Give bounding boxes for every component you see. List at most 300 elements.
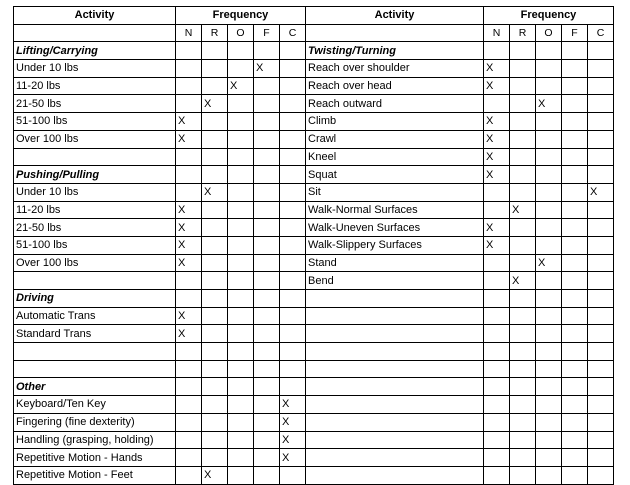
- right-activity-label: Walk-Normal Surfaces: [306, 201, 484, 219]
- right-mark-o: [536, 166, 562, 184]
- right-blank-cell: [536, 42, 562, 60]
- left-mark-f: [254, 413, 280, 431]
- right-blank-cell: [484, 466, 510, 484]
- right-activity-label: Sit: [306, 183, 484, 201]
- left-mark-o: [228, 60, 254, 78]
- left-mark-n: [176, 183, 202, 201]
- right-blank-cell: [588, 431, 614, 449]
- right-mark-f: [562, 201, 588, 219]
- right-mark-n: X: [484, 148, 510, 166]
- left-activity-header: Activity: [14, 7, 176, 25]
- right-blank-cell: [484, 396, 510, 414]
- right-blank-cell: [536, 413, 562, 431]
- left-mark-n: X: [176, 254, 202, 272]
- left-blank-cell: [228, 272, 254, 290]
- left-blank-cell: [254, 378, 280, 396]
- table-row: [14, 290, 614, 308]
- right-mark-f: [562, 113, 588, 131]
- left-activity-label: Fingering (fine dexterity): [14, 413, 176, 431]
- right-blank-cell: [306, 431, 484, 449]
- left-mark-r: [202, 77, 228, 95]
- table-row: [14, 113, 614, 131]
- right-blank-cell: [536, 378, 562, 396]
- left-mark-c: [280, 183, 306, 201]
- table-row: [14, 360, 614, 378]
- right-blank-cell: [510, 413, 536, 431]
- left-blank-cell: [280, 378, 306, 396]
- right-mark-r: [510, 254, 536, 272]
- left-mark-f: X: [254, 60, 280, 78]
- right-mark-f: [562, 95, 588, 113]
- right-blank-cell: [588, 378, 614, 396]
- right-mark-c: [588, 201, 614, 219]
- left-activity-label: 11-20 lbs: [14, 201, 176, 219]
- left-blank-cell: [14, 360, 176, 378]
- right-mark-f: [562, 77, 588, 95]
- left-mark-c: [280, 325, 306, 343]
- left-blank-cell: [228, 343, 254, 361]
- right-activity-label: Crawl: [306, 130, 484, 148]
- table-row: [14, 95, 614, 113]
- right-activity-label: Reach over head: [306, 77, 484, 95]
- left-blank-cell: [254, 272, 280, 290]
- right-blank-cell: [562, 42, 588, 60]
- left-mark-o: [228, 466, 254, 484]
- right-mark-r: X: [510, 272, 536, 290]
- table-row: [14, 201, 614, 219]
- left-mark-c: [280, 60, 306, 78]
- left-mark-f: [254, 113, 280, 131]
- left-mark-r: [202, 113, 228, 131]
- right-activity-header: Activity: [306, 7, 484, 25]
- right-blank-cell: [536, 466, 562, 484]
- right-blank-cell: [536, 360, 562, 378]
- right-mark-c: [588, 236, 614, 254]
- left-blank-cell: [202, 42, 228, 60]
- left-mark-o: [228, 183, 254, 201]
- left-mark-r: [202, 449, 228, 467]
- left-blank-cell: [228, 290, 254, 308]
- left-mark-f: [254, 130, 280, 148]
- right-mark-n: X: [484, 113, 510, 131]
- left-mark-o: [228, 95, 254, 113]
- left-frequency-header: Frequency: [176, 7, 306, 25]
- left-mark-f: [254, 396, 280, 414]
- right-mark-c: [588, 60, 614, 78]
- right-activity-label: Bend: [306, 272, 484, 290]
- left-blank-cell: [14, 272, 176, 290]
- left-blank-cell: [280, 290, 306, 308]
- left-blank-cell: [228, 148, 254, 166]
- left-mark-o: [228, 413, 254, 431]
- right-mark-o: X: [536, 254, 562, 272]
- left-activity-subheader-blank: [14, 24, 176, 42]
- right-mark-f: [562, 183, 588, 201]
- right-mark-c: [588, 254, 614, 272]
- right-blank-cell: [588, 343, 614, 361]
- right-activity-label: Reach over shoulder: [306, 60, 484, 78]
- left-blank-cell: [202, 166, 228, 184]
- left-mark-o: [228, 449, 254, 467]
- left-blank-cell: [254, 42, 280, 60]
- right-mark-o: [536, 183, 562, 201]
- left-mark-n: [176, 431, 202, 449]
- left-blank-cell: [228, 360, 254, 378]
- left-mark-o: [228, 325, 254, 343]
- right-mark-n: [484, 201, 510, 219]
- right-blank-cell: [536, 307, 562, 325]
- left-mark-n: X: [176, 236, 202, 254]
- left-mark-c: [280, 95, 306, 113]
- left-mark-o: X: [228, 77, 254, 95]
- right-blank-cell: [306, 396, 484, 414]
- left-mark-n: [176, 95, 202, 113]
- right-blank-cell: [484, 431, 510, 449]
- right-blank-cell: [306, 449, 484, 467]
- right-mark-r: [510, 77, 536, 95]
- right-mark-o: [536, 272, 562, 290]
- left-mark-f: [254, 95, 280, 113]
- right-blank-cell: [562, 325, 588, 343]
- left-mark-c: [280, 254, 306, 272]
- table-row: [14, 307, 614, 325]
- left-mark-o: [228, 431, 254, 449]
- right-frequency-header: Frequency: [484, 7, 614, 25]
- left-code-c: C: [280, 24, 306, 42]
- left-activity-label: Over 100 lbs: [14, 130, 176, 148]
- left-activity-label: Repetitive Motion - Hands: [14, 449, 176, 467]
- right-mark-o: [536, 77, 562, 95]
- left-blank-cell: [228, 42, 254, 60]
- table-row: [14, 431, 614, 449]
- left-blank-cell: [254, 360, 280, 378]
- right-mark-n: [484, 254, 510, 272]
- left-blank-cell: [202, 343, 228, 361]
- left-blank-cell: [176, 42, 202, 60]
- right-blank-cell: [588, 290, 614, 308]
- right-blank-cell: [588, 307, 614, 325]
- left-mark-o: [228, 254, 254, 272]
- left-mark-n: X: [176, 201, 202, 219]
- right-blank-cell: [510, 396, 536, 414]
- right-mark-f: [562, 166, 588, 184]
- left-activity-label: Repetitive Motion - Feet: [14, 466, 176, 484]
- table-row: [14, 219, 614, 237]
- right-blank-cell: [562, 449, 588, 467]
- left-section-heading: Other: [14, 378, 176, 396]
- right-blank-cell: [484, 290, 510, 308]
- right-blank-cell: [562, 290, 588, 308]
- right-mark-o: [536, 148, 562, 166]
- left-section-heading: Lifting/Carrying: [14, 42, 176, 60]
- table-row: [14, 166, 614, 184]
- right-mark-r: [510, 113, 536, 131]
- right-blank-cell: [484, 343, 510, 361]
- left-code-r: R: [202, 24, 228, 42]
- right-section-heading: Twisting/Turning: [306, 42, 484, 60]
- left-mark-f: [254, 219, 280, 237]
- left-mark-r: [202, 201, 228, 219]
- right-mark-f: [562, 236, 588, 254]
- right-mark-c: [588, 130, 614, 148]
- right-blank-cell: [588, 42, 614, 60]
- left-blank-cell: [14, 343, 176, 361]
- right-mark-c: [588, 272, 614, 290]
- right-blank-cell: [306, 290, 484, 308]
- left-activity-label: Handling (grasping, holding): [14, 431, 176, 449]
- right-blank-cell: [510, 325, 536, 343]
- left-mark-f: [254, 466, 280, 484]
- left-activity-label: Standard Trans: [14, 325, 176, 343]
- right-activity-label: Squat: [306, 166, 484, 184]
- left-blank-cell: [280, 166, 306, 184]
- right-mark-f: [562, 254, 588, 272]
- left-mark-n: X: [176, 307, 202, 325]
- left-blank-cell: [176, 290, 202, 308]
- left-blank-cell: [280, 272, 306, 290]
- right-blank-cell: [306, 466, 484, 484]
- left-blank-cell: [176, 343, 202, 361]
- left-mark-r: [202, 325, 228, 343]
- left-mark-r: [202, 413, 228, 431]
- right-activity-label: Climb: [306, 113, 484, 131]
- table-row: [14, 77, 614, 95]
- left-mark-c: [280, 201, 306, 219]
- left-mark-r: X: [202, 466, 228, 484]
- left-activity-label: Keyboard/Ten Key: [14, 396, 176, 414]
- right-blank-cell: [484, 307, 510, 325]
- left-blank-cell: [202, 272, 228, 290]
- right-blank-cell: [588, 449, 614, 467]
- right-blank-cell: [536, 449, 562, 467]
- right-code-n: N: [484, 24, 510, 42]
- left-section-heading: Pushing/Pulling: [14, 166, 176, 184]
- left-mark-n: X: [176, 113, 202, 131]
- left-mark-c: [280, 113, 306, 131]
- right-mark-o: [536, 130, 562, 148]
- right-mark-c: [588, 77, 614, 95]
- left-mark-o: [228, 130, 254, 148]
- right-mark-n: [484, 272, 510, 290]
- left-blank-cell: [228, 166, 254, 184]
- right-mark-f: [562, 60, 588, 78]
- left-activity-label: 51-100 lbs: [14, 236, 176, 254]
- right-blank-cell: [510, 343, 536, 361]
- left-mark-n: [176, 413, 202, 431]
- right-mark-n: X: [484, 130, 510, 148]
- left-code-o: O: [228, 24, 254, 42]
- table-row: [14, 183, 614, 201]
- left-activity-label: 51-100 lbs: [14, 113, 176, 131]
- right-blank-cell: [510, 431, 536, 449]
- left-blank-cell: [202, 290, 228, 308]
- right-blank-cell: [562, 360, 588, 378]
- right-blank-cell: [510, 42, 536, 60]
- left-mark-n: [176, 449, 202, 467]
- left-activity-label: 21-50 lbs: [14, 95, 176, 113]
- left-mark-n: [176, 77, 202, 95]
- right-mark-c: [588, 95, 614, 113]
- left-blank-cell: [176, 272, 202, 290]
- header-row: [14, 7, 614, 25]
- left-mark-n: [176, 396, 202, 414]
- right-mark-r: [510, 183, 536, 201]
- table-row: [14, 396, 614, 414]
- left-blank-cell: [202, 148, 228, 166]
- left-mark-c: [280, 77, 306, 95]
- left-mark-r: [202, 236, 228, 254]
- left-mark-r: [202, 60, 228, 78]
- right-blank-cell: [588, 325, 614, 343]
- left-mark-c: X: [280, 449, 306, 467]
- left-mark-n: [176, 60, 202, 78]
- right-blank-cell: [510, 307, 536, 325]
- right-mark-o: [536, 113, 562, 131]
- right-mark-n: X: [484, 60, 510, 78]
- left-mark-o: [228, 236, 254, 254]
- left-blank-cell: [254, 290, 280, 308]
- left-mark-o: [228, 113, 254, 131]
- right-code-c: C: [588, 24, 614, 42]
- right-blank-cell: [536, 396, 562, 414]
- table-row: [14, 148, 614, 166]
- right-blank-cell: [306, 307, 484, 325]
- left-mark-o: [228, 307, 254, 325]
- left-mark-r: X: [202, 183, 228, 201]
- left-mark-c: X: [280, 396, 306, 414]
- left-mark-r: [202, 219, 228, 237]
- right-blank-cell: [306, 343, 484, 361]
- right-mark-f: [562, 219, 588, 237]
- right-blank-cell: [484, 378, 510, 396]
- left-blank-cell: [228, 378, 254, 396]
- right-mark-o: [536, 201, 562, 219]
- right-mark-o: [536, 236, 562, 254]
- left-mark-r: [202, 307, 228, 325]
- right-mark-r: [510, 60, 536, 78]
- table-row: [14, 413, 614, 431]
- right-mark-c: [588, 219, 614, 237]
- table-row: [14, 254, 614, 272]
- right-blank-cell: [484, 413, 510, 431]
- right-blank-cell: [562, 413, 588, 431]
- table-row: [14, 378, 614, 396]
- left-blank-cell: [176, 148, 202, 166]
- table-row: [14, 130, 614, 148]
- left-blank-cell: [280, 148, 306, 166]
- right-blank-cell: [510, 378, 536, 396]
- left-blank-cell: [280, 360, 306, 378]
- right-mark-r: [510, 130, 536, 148]
- left-activity-label: Under 10 lbs: [14, 60, 176, 78]
- left-blank-cell: [176, 166, 202, 184]
- physical-demands-table-wrapper: [13, 6, 614, 485]
- right-blank-cell: [306, 325, 484, 343]
- left-mark-f: [254, 201, 280, 219]
- left-blank-cell: [254, 166, 280, 184]
- right-code-o: O: [536, 24, 562, 42]
- left-mark-f: [254, 325, 280, 343]
- physical-demands-table: [13, 6, 614, 485]
- right-mark-r: [510, 148, 536, 166]
- right-mark-c: [588, 166, 614, 184]
- left-activity-label: Over 100 lbs: [14, 254, 176, 272]
- right-mark-o: [536, 219, 562, 237]
- left-mark-c: [280, 219, 306, 237]
- right-blank-cell: [306, 360, 484, 378]
- right-mark-c: [588, 148, 614, 166]
- table-row: [14, 272, 614, 290]
- right-blank-cell: [510, 290, 536, 308]
- right-mark-o: X: [536, 95, 562, 113]
- left-mark-f: [254, 254, 280, 272]
- right-mark-c: X: [588, 183, 614, 201]
- right-mark-r: [510, 236, 536, 254]
- right-blank-cell: [484, 325, 510, 343]
- left-blank-cell: [280, 42, 306, 60]
- left-mark-c: [280, 236, 306, 254]
- right-blank-cell: [510, 466, 536, 484]
- right-mark-n: X: [484, 219, 510, 237]
- left-blank-cell: [176, 360, 202, 378]
- right-activity-label: Kneel: [306, 148, 484, 166]
- right-blank-cell: [484, 360, 510, 378]
- left-code-f: F: [254, 24, 280, 42]
- table-body: [14, 42, 614, 484]
- left-mark-n: X: [176, 325, 202, 343]
- right-blank-cell: [562, 431, 588, 449]
- right-activity-subheader-blank: [306, 24, 484, 42]
- table-row: [14, 42, 614, 60]
- left-mark-r: [202, 396, 228, 414]
- table-row: [14, 236, 614, 254]
- left-mark-n: [176, 466, 202, 484]
- right-blank-cell: [588, 360, 614, 378]
- right-mark-r: [510, 219, 536, 237]
- right-blank-cell: [588, 413, 614, 431]
- left-blank-cell: [202, 360, 228, 378]
- right-blank-cell: [562, 343, 588, 361]
- right-activity-label: Walk-Slippery Surfaces: [306, 236, 484, 254]
- left-blank-cell: [280, 343, 306, 361]
- right-mark-r: X: [510, 201, 536, 219]
- right-mark-n: X: [484, 236, 510, 254]
- left-mark-r: [202, 431, 228, 449]
- right-blank-cell: [536, 325, 562, 343]
- left-blank-cell: [202, 378, 228, 396]
- left-mark-c: [280, 130, 306, 148]
- left-mark-c: [280, 307, 306, 325]
- right-blank-cell: [536, 343, 562, 361]
- right-mark-n: X: [484, 77, 510, 95]
- right-blank-cell: [562, 396, 588, 414]
- left-mark-f: [254, 77, 280, 95]
- table-row: [14, 343, 614, 361]
- left-section-heading: Driving: [14, 290, 176, 308]
- left-mark-f: [254, 307, 280, 325]
- left-mark-c: X: [280, 413, 306, 431]
- left-activity-label: 21-50 lbs: [14, 219, 176, 237]
- right-blank-cell: [510, 360, 536, 378]
- left-blank-cell: [254, 343, 280, 361]
- left-mark-r: [202, 254, 228, 272]
- right-blank-cell: [562, 378, 588, 396]
- right-mark-n: X: [484, 166, 510, 184]
- left-mark-f: [254, 431, 280, 449]
- right-blank-cell: [536, 431, 562, 449]
- right-code-f: F: [562, 24, 588, 42]
- left-mark-n: X: [176, 130, 202, 148]
